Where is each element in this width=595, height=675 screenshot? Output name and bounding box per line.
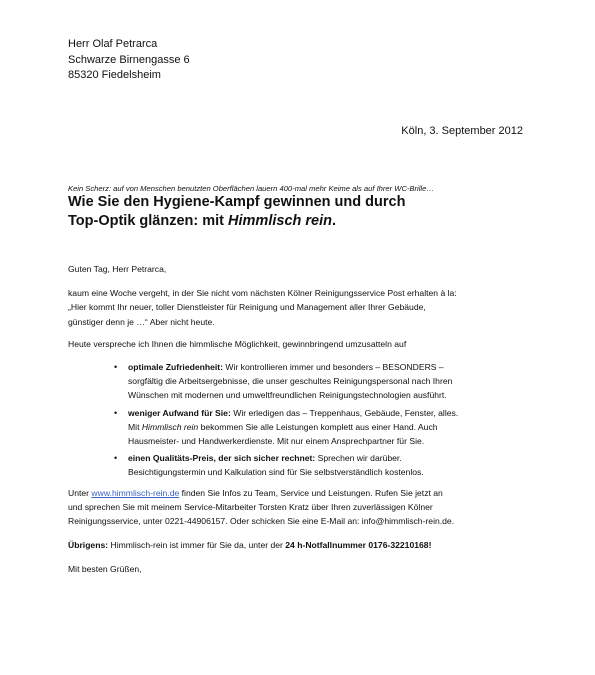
list-item bbox=[114, 451, 548, 479]
hotline-number: 24 h-Notfallnummer 0176-32210168! bbox=[285, 540, 432, 551]
letter-date: Köln, 3. September 2012 bbox=[401, 125, 523, 137]
list-item-line bbox=[128, 360, 548, 374]
list-item-text: Wir kontrollieren immer und besonders – BESONDERS – bbox=[223, 362, 444, 373]
ps-label: Übrigens: bbox=[68, 540, 109, 551]
teaser-line: Kein Scherz: auf von Menschen benutzten Oberflächen lauern 400-mal mehr Keime als auf Ihrer WC-Brille… bbox=[68, 184, 434, 193]
recipient-city: 85320 Fiedelsheim bbox=[68, 69, 161, 81]
headline-line-1: Wie Sie den Hygiene-Kampf gewinnen und durch bbox=[68, 194, 406, 210]
website-link[interactable]: www.himmlisch-rein.de bbox=[91, 487, 180, 498]
closing: Mit besten Grüßen, bbox=[68, 564, 142, 575]
ps-paragraph bbox=[68, 538, 548, 552]
recipient-street: Schwarze Birnengasse 6 bbox=[68, 53, 190, 66]
list-item-line bbox=[128, 406, 548, 420]
list-item-line bbox=[128, 420, 548, 434]
contact-text: Unter bbox=[68, 487, 92, 498]
intro-line-3: günstiger denn je …“ Aber nicht heute. bbox=[68, 316, 215, 327]
intro-line-2: „Hier kommt Ihr neuer, toller Dienstleister für Reinigung und Management aller Ihrer Gebäude, bbox=[68, 302, 426, 313]
list-item-line: Besichtigungstermin und Kalkulation sind für Sie selbstverständlich kostenlos. bbox=[128, 467, 424, 478]
recipient-address bbox=[68, 37, 190, 84]
letter-body bbox=[68, 262, 548, 577]
list-item bbox=[114, 406, 548, 449]
list-item-text: Mit bbox=[128, 421, 142, 432]
ps-text: Himmlisch-rein ist immer für Sie da, unter der bbox=[108, 540, 286, 551]
list-item-line: Hausmeister- und Handwerkerdienste. Mit nur einem Ansprechpartner für Sie. bbox=[128, 436, 425, 447]
list-item-text: Wir erledigen das – Treppenhaus, Gebäude, Fenster, alles. bbox=[230, 407, 459, 418]
intro-line-1: kaum eine Woche vergeht, in der Sie nicht vom nächsten Kölner Reinigungsservice Post erhalten à la: bbox=[68, 288, 457, 299]
list-item-line: Wünschen mit modernen und umweltfreundlichen Reinigungstechnologien ausführt. bbox=[128, 390, 447, 401]
greeting: Guten Tag, Herr Petrarca, bbox=[68, 264, 167, 274]
list-item-text: bekommen Sie alle Leistungen komplett aus einer Hand. Auch bbox=[198, 421, 438, 432]
list-item-heading: optimale Zufriedenheit: bbox=[128, 362, 224, 373]
list-item bbox=[114, 360, 548, 403]
headline-brand: Himmlisch rein bbox=[228, 212, 332, 229]
intro-paragraph bbox=[68, 286, 548, 329]
list-item-text: Sprechen wir darüber. bbox=[315, 453, 402, 464]
bullet-icon: • bbox=[114, 407, 118, 418]
list-item-heading: weniger Aufwand für Sie: bbox=[128, 407, 231, 418]
benefits-list bbox=[68, 360, 548, 480]
bullet-icon: • bbox=[114, 453, 118, 464]
contact-line-1 bbox=[68, 486, 548, 500]
bullet-icon: • bbox=[114, 362, 118, 373]
contact-text: finden Sie Infos zu Team, Service und Leistungen. Rufen Sie jetzt an bbox=[179, 487, 443, 498]
headline-line-2-end: . bbox=[331, 212, 337, 229]
headline-line-2 bbox=[68, 212, 405, 231]
contact-paragraph bbox=[68, 486, 548, 529]
headline-line-2-text: Top-Optik glänzen: mit bbox=[68, 212, 229, 229]
brand-name: Himmlisch rein bbox=[141, 421, 199, 432]
promise-paragraph: Heute verspreche ich Ihnen die himmlische Möglichkeit, gewinnbringend umzusatteln auf bbox=[68, 338, 407, 349]
list-item-line: sorgfältig die Arbeitsergebnisse, die unser geschultes Reinigungspersonal nach Ihren bbox=[128, 376, 453, 387]
list-item-heading: einen Qualitäts-Preis, der sich sicher rechnet: bbox=[128, 453, 316, 464]
headline bbox=[68, 193, 405, 230]
contact-line-2: und sprechen Sie mit meinem Service-Mitarbeiter Torsten Kratz über Ihren zuverlässigen Kölner bbox=[68, 501, 433, 512]
recipient-name: Herr Olaf Petrarca bbox=[68, 38, 158, 50]
contact-line-3: Reinigungsservice, unter 0221-44906157. Oder schicken Sie eine E-Mail an: info@himmlisch-rein.de. bbox=[68, 516, 455, 527]
list-item-line bbox=[128, 451, 548, 465]
